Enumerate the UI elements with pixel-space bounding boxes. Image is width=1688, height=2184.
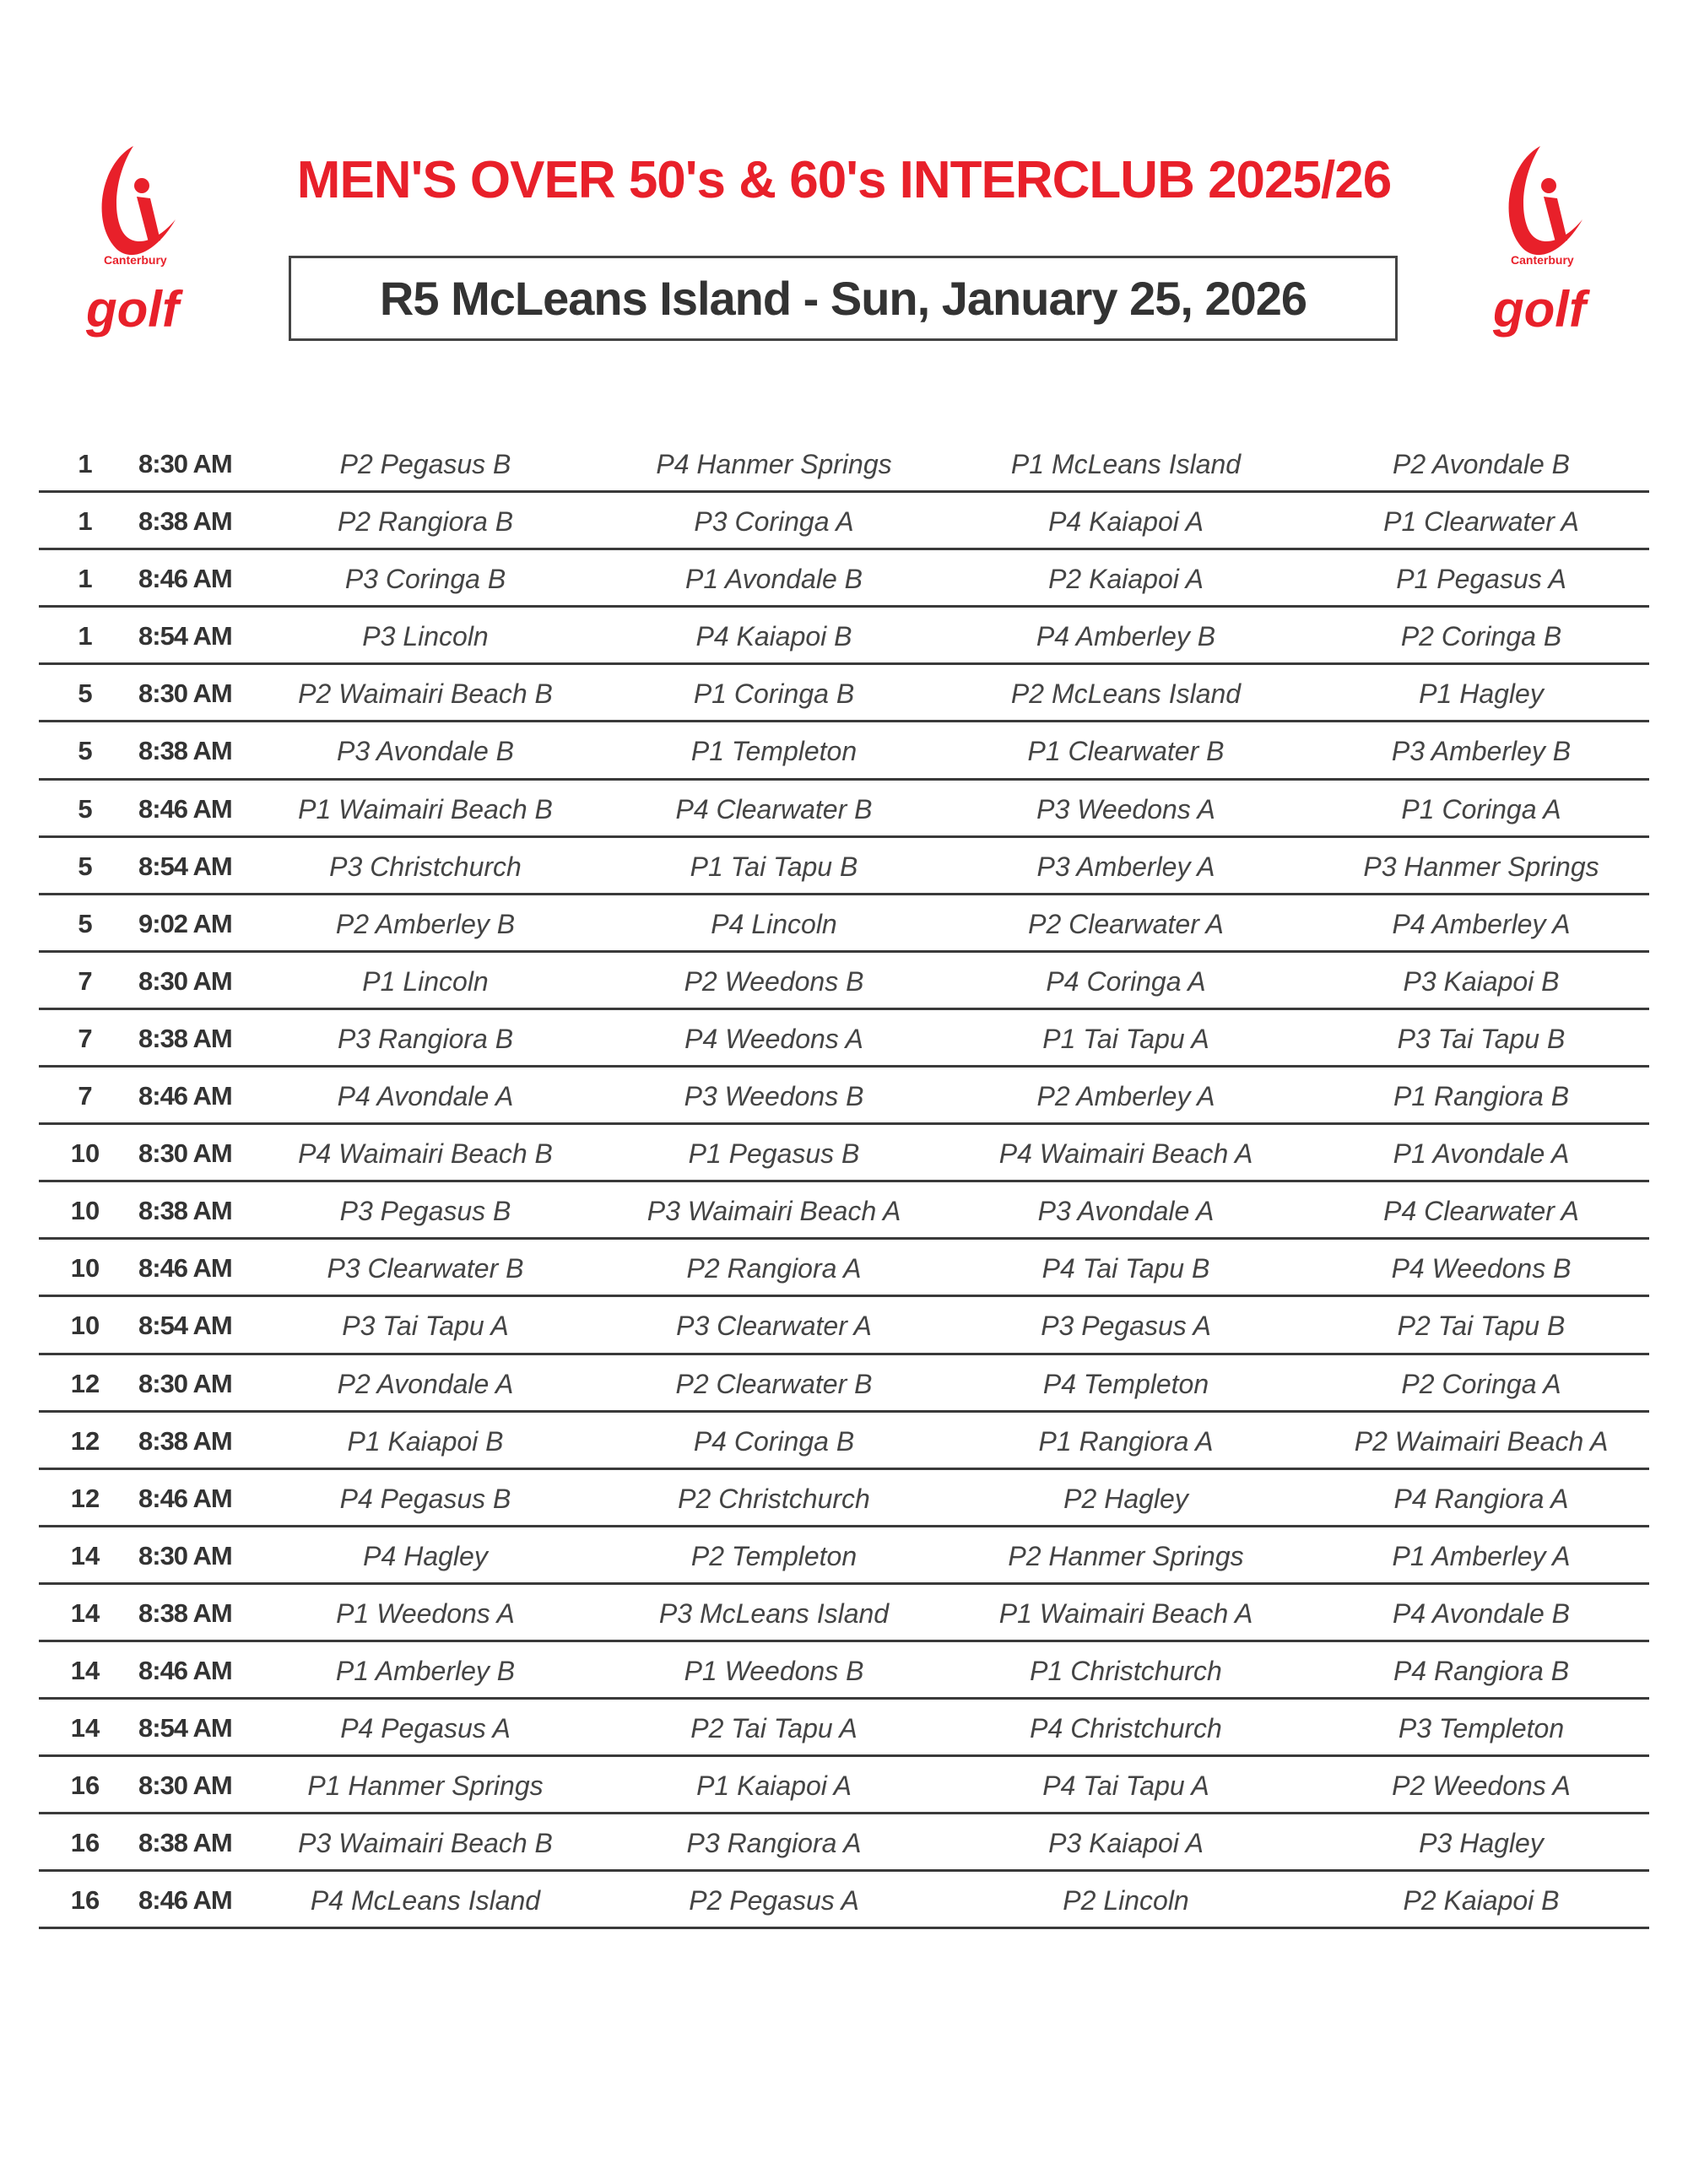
team-name: P1 Pegasus B xyxy=(688,1138,860,1170)
team-name: P4 Tai Tapu B xyxy=(1041,1253,1210,1284)
tee-time: 9:02 AM xyxy=(138,908,232,938)
team-name: P2 Avondale B xyxy=(1393,449,1570,479)
table-row xyxy=(39,1700,1649,1757)
hole-number: 7 xyxy=(78,1081,93,1111)
team-name: P2 Coringa A xyxy=(1401,1368,1561,1399)
team-name: P3 Weedons B xyxy=(684,1081,864,1112)
team-name: P1 Weedons A xyxy=(336,1597,515,1629)
team-name: P2 Hanmer Springs xyxy=(1008,1540,1244,1571)
hole-number: 5 xyxy=(78,851,93,881)
team-name: P4 Clearwater B xyxy=(675,793,873,824)
hole-number: 16 xyxy=(70,1885,100,1916)
hole-number: 10 xyxy=(70,1311,100,1341)
hole-number: 14 xyxy=(70,1713,100,1743)
team-name: P3 Avondale B xyxy=(337,736,514,767)
team-name: P3 Christchurch xyxy=(329,851,522,882)
team-name: P4 Avondale B xyxy=(1393,1597,1570,1629)
team-name: P2 Waimairi Beach A xyxy=(1354,1425,1609,1457)
hole-number: 1 xyxy=(78,449,93,478)
team-name: P1 Avondale A xyxy=(1393,1138,1570,1170)
tee-time: 8:38 AM xyxy=(138,1828,232,1858)
tee-time: 8:30 AM xyxy=(138,449,232,478)
team-name: P1 Pegasus A xyxy=(1396,564,1566,595)
hole-number: 1 xyxy=(78,621,93,651)
team-name: P2 Amberley A xyxy=(1036,1081,1215,1112)
tee-time: 8:46 AM xyxy=(138,793,232,824)
team-name: P2 Tai Tapu A xyxy=(690,1713,858,1744)
round-info-box xyxy=(289,256,1398,341)
team-name: P2 Coringa B xyxy=(1400,621,1562,652)
table-row xyxy=(39,1413,1649,1470)
hole-number: 1 xyxy=(78,564,93,594)
team-name: P2 Weedons B xyxy=(684,965,864,997)
table-row xyxy=(39,1585,1649,1642)
team-name: P2 Clearwater B xyxy=(675,1368,873,1399)
team-name: P4 Christchurch xyxy=(1030,1713,1222,1744)
tee-time: 8:38 AM xyxy=(138,1597,232,1628)
team-name: P3 Tai Tapu A xyxy=(342,1311,509,1342)
tee-time: 8:38 AM xyxy=(138,1196,232,1226)
team-name: P1 Tai Tapu A xyxy=(1042,1023,1209,1054)
team-name: P4 Clearwater A xyxy=(1383,1196,1579,1227)
table-row xyxy=(39,722,1649,780)
hole-number: 5 xyxy=(78,736,93,766)
tee-time: 8:46 AM xyxy=(138,1885,232,1916)
logo-text: golf xyxy=(1493,281,1586,338)
team-name: P1 Avondale B xyxy=(685,564,863,595)
tee-time: 8:54 AM xyxy=(138,851,232,881)
team-name: P4 McLeans Island xyxy=(310,1885,541,1916)
team-name: P2 Avondale A xyxy=(337,1368,514,1399)
team-name: P1 Lincoln xyxy=(362,965,489,997)
table-row xyxy=(39,1182,1649,1240)
canterbury-golf-logo-right xyxy=(1490,139,1599,342)
team-name: P2 Clearwater A xyxy=(1028,908,1224,939)
table-row xyxy=(39,1814,1649,1872)
tee-time: 8:30 AM xyxy=(138,1540,232,1570)
team-name: P1 Coringa B xyxy=(693,678,855,710)
team-name: P3 Kaiapoi A xyxy=(1048,1828,1204,1859)
tee-time: 8:30 AM xyxy=(138,1368,232,1398)
team-name: P3 Waimairi Beach A xyxy=(647,1196,901,1227)
team-name: P1 Rangiora B xyxy=(1393,1081,1570,1112)
tee-time: 8:38 AM xyxy=(138,1425,232,1456)
table-row xyxy=(39,1297,1649,1354)
hole-number: 5 xyxy=(78,678,93,709)
table-row xyxy=(39,781,1649,838)
team-name: P2 Templeton xyxy=(690,1540,858,1571)
team-name: P3 Lincoln xyxy=(362,621,489,652)
hole-number: 7 xyxy=(78,1023,93,1053)
hole-number: 14 xyxy=(70,1540,100,1570)
team-name: P1 Kaiapoi B xyxy=(347,1425,504,1457)
team-name: P4 Lincoln xyxy=(711,908,837,939)
team-name: P2 Rangiora A xyxy=(686,1253,862,1284)
tee-time: 8:46 AM xyxy=(138,1081,232,1111)
table-row xyxy=(39,550,1649,608)
team-name: P1 Kaiapoi A xyxy=(696,1770,852,1802)
table-row xyxy=(39,1125,1649,1182)
team-name: P2 Pegasus B xyxy=(339,449,511,479)
table-row xyxy=(39,1240,1649,1297)
table-row xyxy=(39,1642,1649,1700)
team-name: P2 Weedons A xyxy=(1392,1770,1571,1802)
table-row xyxy=(39,838,1649,895)
hole-number: 16 xyxy=(70,1770,100,1801)
hole-number: 14 xyxy=(70,1655,100,1685)
tee-time: 8:54 AM xyxy=(138,1311,232,1341)
team-name: P3 Rangiora A xyxy=(686,1828,862,1859)
table-row xyxy=(39,1355,1649,1413)
hole-number: 14 xyxy=(70,1597,100,1628)
team-name: P4 Waimairi Beach A xyxy=(998,1138,1253,1170)
team-name: P3 Rangiora B xyxy=(337,1023,514,1054)
team-name: P3 Clearwater A xyxy=(676,1311,872,1342)
team-name: P3 Amberley A xyxy=(1036,851,1215,882)
team-name: P3 Avondale A xyxy=(1037,1196,1215,1227)
team-name: P3 Tai Tapu B xyxy=(1397,1023,1566,1054)
round-subtitle: R5 McLeans Island - Sun, January 25, 2026 xyxy=(379,272,1307,325)
hole-number: 12 xyxy=(70,1368,100,1398)
team-name: P2 Lincoln xyxy=(1063,1885,1189,1916)
team-name: P4 Templeton xyxy=(1042,1368,1209,1399)
team-name: P4 Kaiapoi A xyxy=(1048,506,1204,538)
hole-number: 10 xyxy=(70,1253,100,1284)
team-name: P4 Hagley xyxy=(363,1540,488,1571)
table-row xyxy=(39,1068,1649,1125)
tee-time: 8:30 AM xyxy=(138,1138,232,1169)
team-name: P2 Amberley B xyxy=(335,908,516,939)
team-name: P4 Coringa A xyxy=(1046,965,1206,997)
table-row xyxy=(39,1757,1649,1814)
hole-number: 5 xyxy=(78,793,93,824)
team-name: P3 Pegasus B xyxy=(339,1196,511,1227)
tee-time: 8:46 AM xyxy=(138,1483,232,1513)
team-name: P3 Coringa B xyxy=(344,564,506,595)
tee-time: 8:38 AM xyxy=(138,1023,232,1053)
team-name: P4 Kaiapoi B xyxy=(695,621,852,652)
tee-time: 8:54 AM xyxy=(138,621,232,651)
team-name: P4 Avondale A xyxy=(337,1081,514,1112)
logo-text-small: Canterbury xyxy=(1511,253,1574,267)
team-name: P1 Amberley B xyxy=(335,1655,516,1686)
team-name: P4 Amberley A xyxy=(1392,908,1571,939)
logo-text-small: Canterbury xyxy=(104,253,167,267)
team-name: P1 Waimairi Beach A xyxy=(998,1597,1253,1629)
team-name: P2 Christchurch xyxy=(678,1483,870,1514)
team-name: P4 Rangiora B xyxy=(1393,1655,1570,1686)
team-name: P1 Waimairi Beach B xyxy=(298,793,553,824)
team-name: P1 Weedons B xyxy=(684,1655,864,1686)
team-name: P1 Amberley A xyxy=(1392,1540,1571,1571)
tee-time: 8:46 AM xyxy=(138,1655,232,1685)
table-row xyxy=(39,1010,1649,1068)
table-row xyxy=(39,895,1649,953)
team-name: P4 Coringa B xyxy=(693,1425,855,1457)
hole-number: 10 xyxy=(70,1138,100,1169)
hole-number: 1 xyxy=(78,506,93,537)
team-name: P4 Amberley B xyxy=(1036,621,1216,652)
team-name: P1 Templeton xyxy=(690,736,858,767)
team-name: P4 Tai Tapu A xyxy=(1042,1770,1209,1802)
team-name: P1 Hagley xyxy=(1419,678,1544,710)
team-name: P4 Weedons A xyxy=(684,1023,863,1054)
hole-number: 16 xyxy=(70,1828,100,1858)
team-name: P1 Christchurch xyxy=(1030,1655,1222,1686)
hole-number: 12 xyxy=(70,1483,100,1513)
canterbury-golf-logo-left xyxy=(83,139,192,342)
tee-time: 8:54 AM xyxy=(138,1713,232,1743)
team-name: P2 Hagley xyxy=(1063,1483,1188,1514)
team-name: P3 Hagley xyxy=(1419,1828,1544,1859)
team-name: P4 Weedons B xyxy=(1391,1253,1572,1284)
tee-time: 8:30 AM xyxy=(138,1770,232,1801)
team-name: P2 Tai Tapu B xyxy=(1397,1311,1566,1342)
hole-number: 12 xyxy=(70,1425,100,1456)
team-name: P1 Rangiora A xyxy=(1038,1425,1214,1457)
team-name: P2 Kaiapoi B xyxy=(1403,1885,1560,1916)
team-name: P4 Waimairi Beach B xyxy=(298,1138,553,1170)
team-name: P3 Pegasus A xyxy=(1041,1311,1211,1342)
table-row xyxy=(39,435,1649,493)
tee-time: 8:46 AM xyxy=(138,564,232,594)
team-name: P4 Pegasus B xyxy=(339,1483,511,1514)
tee-time: 8:46 AM xyxy=(138,1253,232,1284)
team-name: P3 Templeton xyxy=(1398,1713,1565,1744)
team-name: P1 McLeans Island xyxy=(1010,449,1242,479)
team-name: P4 Hanmer Springs xyxy=(656,449,892,479)
table-row xyxy=(39,953,1649,1010)
team-name: P2 McLeans Island xyxy=(1010,678,1242,710)
team-name: P3 Weedons A xyxy=(1036,793,1215,824)
hole-number: 7 xyxy=(78,965,93,996)
team-name: P1 Clearwater B xyxy=(1027,736,1225,767)
table-row xyxy=(39,1470,1649,1527)
logo-text: golf xyxy=(86,281,179,338)
page-title: MEN'S OVER 50's & 60's INTERCLUB 2025/26 xyxy=(296,151,1392,209)
team-name: P2 Pegasus A xyxy=(689,1885,859,1916)
tee-time: 8:38 AM xyxy=(138,506,232,537)
team-name: P2 Rangiora B xyxy=(337,506,514,538)
team-name: P3 McLeans Island xyxy=(658,1597,890,1629)
team-name: P1 Coringa A xyxy=(1401,793,1561,824)
team-name: P3 Amberley B xyxy=(1391,736,1572,767)
hole-number: 10 xyxy=(70,1196,100,1226)
table-row xyxy=(39,665,1649,722)
team-name: P1 Tai Tapu B xyxy=(690,851,858,882)
team-name: P2 Kaiapoi A xyxy=(1048,564,1204,595)
table-row xyxy=(39,1527,1649,1585)
tee-time: 8:38 AM xyxy=(138,736,232,766)
team-name: P3 Clearwater B xyxy=(327,1253,524,1284)
team-name: P1 Hanmer Springs xyxy=(307,1770,544,1802)
team-name: P1 Clearwater A xyxy=(1383,506,1579,538)
tee-times-table xyxy=(39,435,1649,1929)
hole-number: 5 xyxy=(78,908,93,938)
table-row xyxy=(39,493,1649,550)
team-name: P3 Coringa A xyxy=(694,506,854,538)
team-name: P4 Rangiora A xyxy=(1393,1483,1569,1514)
team-name: P4 Pegasus A xyxy=(340,1713,511,1744)
table-row xyxy=(39,1872,1649,1929)
tee-time: 8:30 AM xyxy=(138,678,232,709)
table-row xyxy=(39,608,1649,665)
team-name: P3 Kaiapoi B xyxy=(1403,965,1560,997)
team-name: P3 Hanmer Springs xyxy=(1363,851,1599,882)
tee-time: 8:30 AM xyxy=(138,965,232,996)
team-name: P3 Waimairi Beach B xyxy=(298,1828,553,1859)
team-name: P2 Waimairi Beach B xyxy=(298,678,553,710)
